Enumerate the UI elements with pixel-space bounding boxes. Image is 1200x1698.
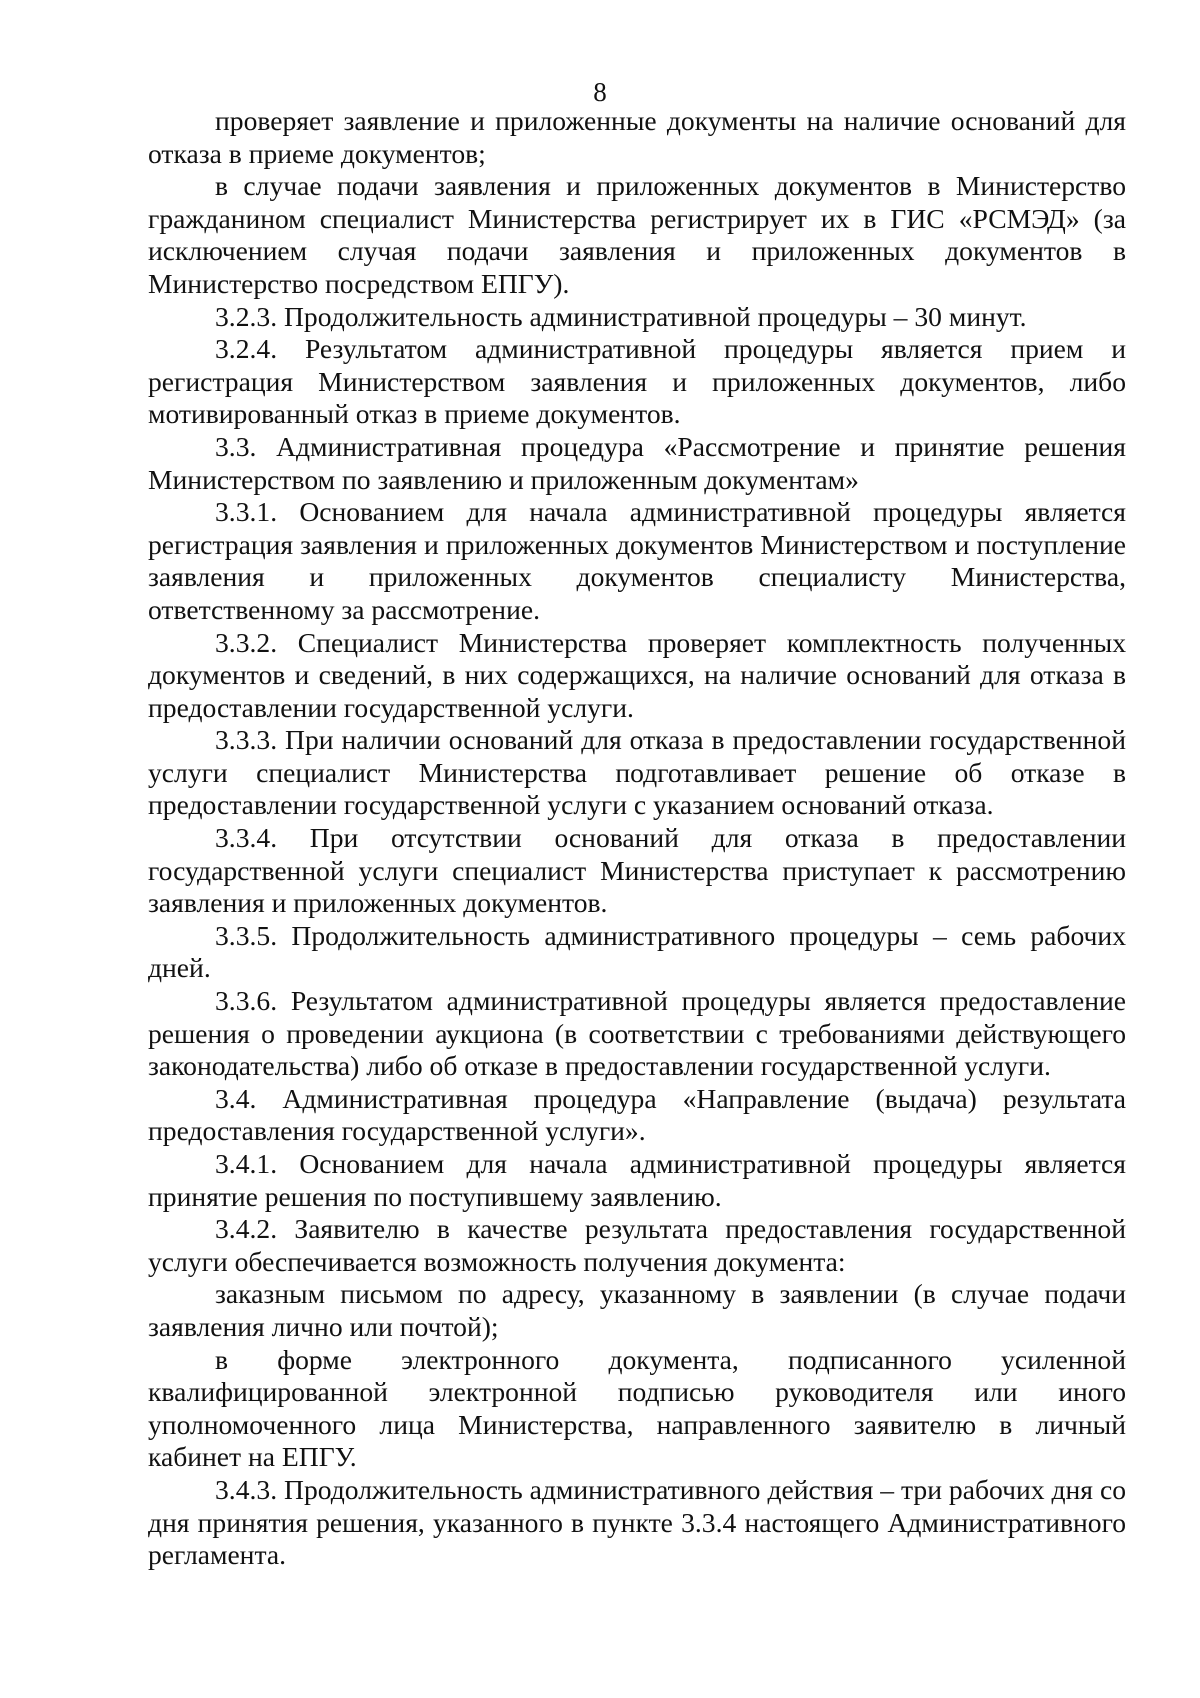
paragraph-3-4-3: 3.4.3. Продолжительность административного действия – три рабочих дня со дня принятия решения, указанного в пункте 3.3.4 настоящего Административного регламента. — [148, 1473, 1126, 1571]
paragraph-3-3-5: 3.3.5. Продолжительность административного процедуры – семь рабочих дней. — [148, 919, 1126, 984]
paragraph-registration-gis: в случае подачи заявления и приложенных документов в Министерство гражданином специалист Министерства регистрирует их в ГИС «РСМЭД» (за исключением случая подачи заявления и приложенных документов в Министерство посредством ЕПГУ). — [148, 170, 1126, 299]
paragraph-3-4-1: 3.4.1. Основанием для начала административной процедуры является принятие решения по поступившему заявлению. — [148, 1148, 1126, 1212]
page-number: 8 — [593, 77, 607, 107]
paragraph-3-2-4: 3.2.4. Результатом административной процедуры является прием и регистрация Министерством заявления и приложенных документов, либо мотивированный отказ в приеме документов. — [148, 333, 1126, 430]
paragraph-3-3-4: 3.3.4. При отсутствии оснований для отказа в предоставлении государственной услуги специалист Министерства приступает к рассмотрению заявления и приложенных документов. — [148, 822, 1126, 919]
paragraph-electronic-document: в форме электронного документа, подписанного усиленной квалифицированной электронной подписью руководителя или иного уполномоченного лица Министерства, направленного заявителю в личный кабинет на ЕПГУ. — [148, 1343, 1126, 1473]
paragraph-3-4: 3.4. Административная процедура «Направление (выдача) результата предоставления государственной услуги». — [148, 1082, 1126, 1147]
document-body — [148, 105, 1126, 1572]
paragraph-registered-mail: заказным письмом по адресу, указанному в заявлении (в случае подачи заявления лично или почтой); — [148, 1278, 1126, 1342]
paragraph-3-3-2: 3.3.2. Специалист Министерства проверяет комплектность полученных документов и сведений, в них содержащихся, на наличие оснований для отказа в предоставлении государственной услуги. — [148, 626, 1126, 723]
paragraph-3-3-3: 3.3.3. При наличии оснований для отказа в предоставлении государственной услуги специалист Министерства подготавливает решение об отказе в предоставлении государственной услуги с указанием оснований отказа. — [148, 724, 1126, 821]
paragraph-3-2-3: 3.2.3. Продолжительность административной процедуры – 30 минут. — [215, 300, 1027, 332]
paragraph-check-documents: проверяет заявление и приложенные документы на наличие оснований для отказа в приеме документов; — [148, 105, 1126, 169]
paragraph-3-3-6: 3.3.6. Результатом административной процедуры является предоставление решения о проведении аукциона (в соответствии с требованиями действующего законодательства) либо об отказе в предоставлении государственной услуги. — [148, 985, 1126, 1082]
paragraph-3-3: 3.3. Административная процедура «Рассмотрение и принятие решения Министерством по заявлению и приложенным документам» — [148, 430, 1126, 495]
paragraph-3-3-1: 3.3.1. Основанием для начала административной процедуры является регистрация заявления и приложенных документов Министерством и поступление заявления и приложенных документов специалисту Министерства, ответственному за рассмотрение. — [148, 496, 1126, 625]
paragraph-3-4-2: 3.4.2. Заявителю в качестве результата предоставления государственной услуги обеспечивается возможность получения документа: — [148, 1213, 1126, 1277]
